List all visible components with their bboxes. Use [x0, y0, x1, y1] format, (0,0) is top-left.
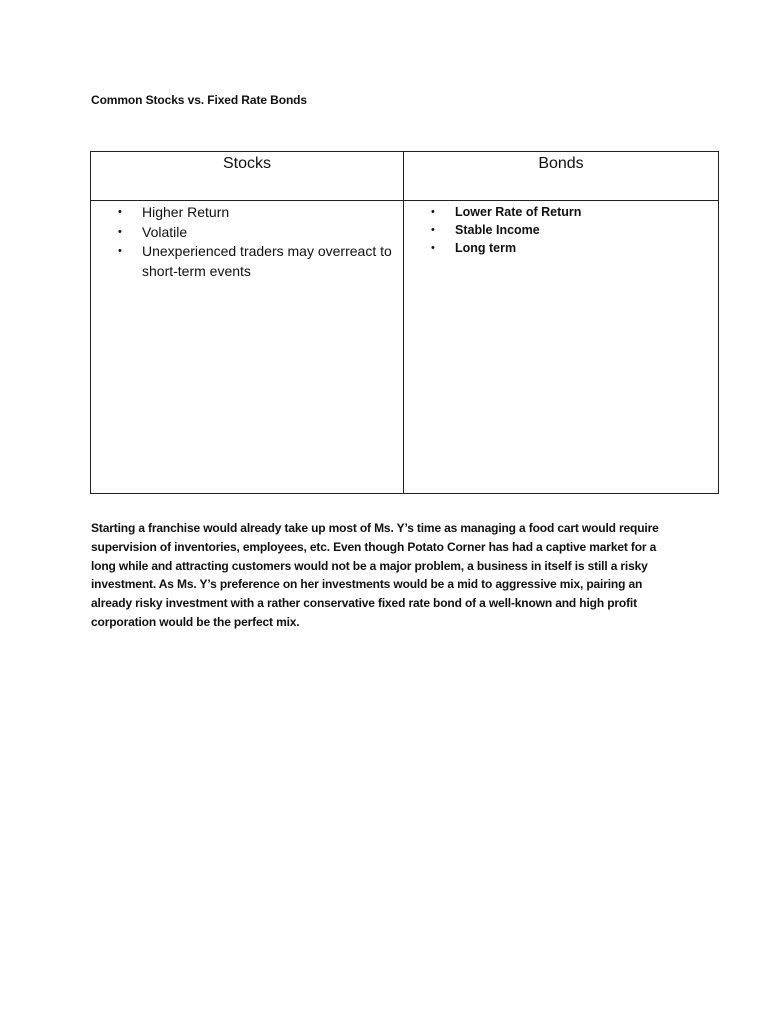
list-item [404, 203, 718, 221]
column-header-bonds-label: Bonds [538, 155, 584, 172]
bonds-bullet-list [404, 203, 718, 257]
paragraph-line: long while and attracting customers would not be a major problem, a business in itself is still a risky [91, 558, 648, 573]
bullet-icon: • [431, 224, 435, 236]
list-item-text: Long term [455, 241, 517, 255]
paragraph-line: Starting a franchise would already take up most of Ms. Y’s time as managing a food cart would require [91, 521, 659, 535]
column-header-bonds [404, 152, 719, 201]
document-title: Common Stocks vs. Fixed Rate Bonds [91, 93, 307, 107]
list-item [91, 223, 403, 243]
column-header-stocks [91, 152, 404, 201]
list-item [404, 239, 718, 257]
table-body-row [91, 201, 719, 494]
stocks-cell [91, 201, 404, 494]
body-paragraph [91, 519, 701, 632]
bullet-icon: • [431, 206, 435, 218]
bullet-icon: • [118, 206, 122, 218]
paragraph-line: corporation would be the perfect mix. [91, 614, 300, 629]
list-item-text: Stable Income [455, 223, 540, 237]
table-header-row [91, 152, 719, 201]
bullet-icon: • [431, 242, 435, 254]
paragraph-line: investment. As Ms. Y’s preference on her investments would be a mid to aggressive mix, pairing an [91, 577, 643, 592]
list-item [404, 221, 718, 239]
paragraph-line: supervision of inventories, employees, etc. Even though Potato Corner has had a captive market for a [91, 539, 657, 554]
column-header-stocks-label: Stocks [222, 155, 271, 172]
list-item [91, 203, 403, 223]
list-item-text: Volatile [142, 223, 188, 240]
list-item [91, 242, 403, 281]
comparison-table [90, 151, 719, 494]
bullet-icon: • [118, 245, 122, 257]
stocks-bullet-list [91, 203, 403, 281]
list-item-text: Lower Rate of Return [455, 205, 582, 219]
list-item-text: Unexperienced traders may overreact to short-term events [142, 243, 392, 279]
list-item-text: Higher Return [142, 204, 230, 220]
paragraph-line: already risky investment with a rather conservative fixed rate bond of a well-known and high profit [91, 596, 637, 611]
bullet-icon: • [118, 225, 122, 238]
bonds-cell [404, 201, 719, 494]
